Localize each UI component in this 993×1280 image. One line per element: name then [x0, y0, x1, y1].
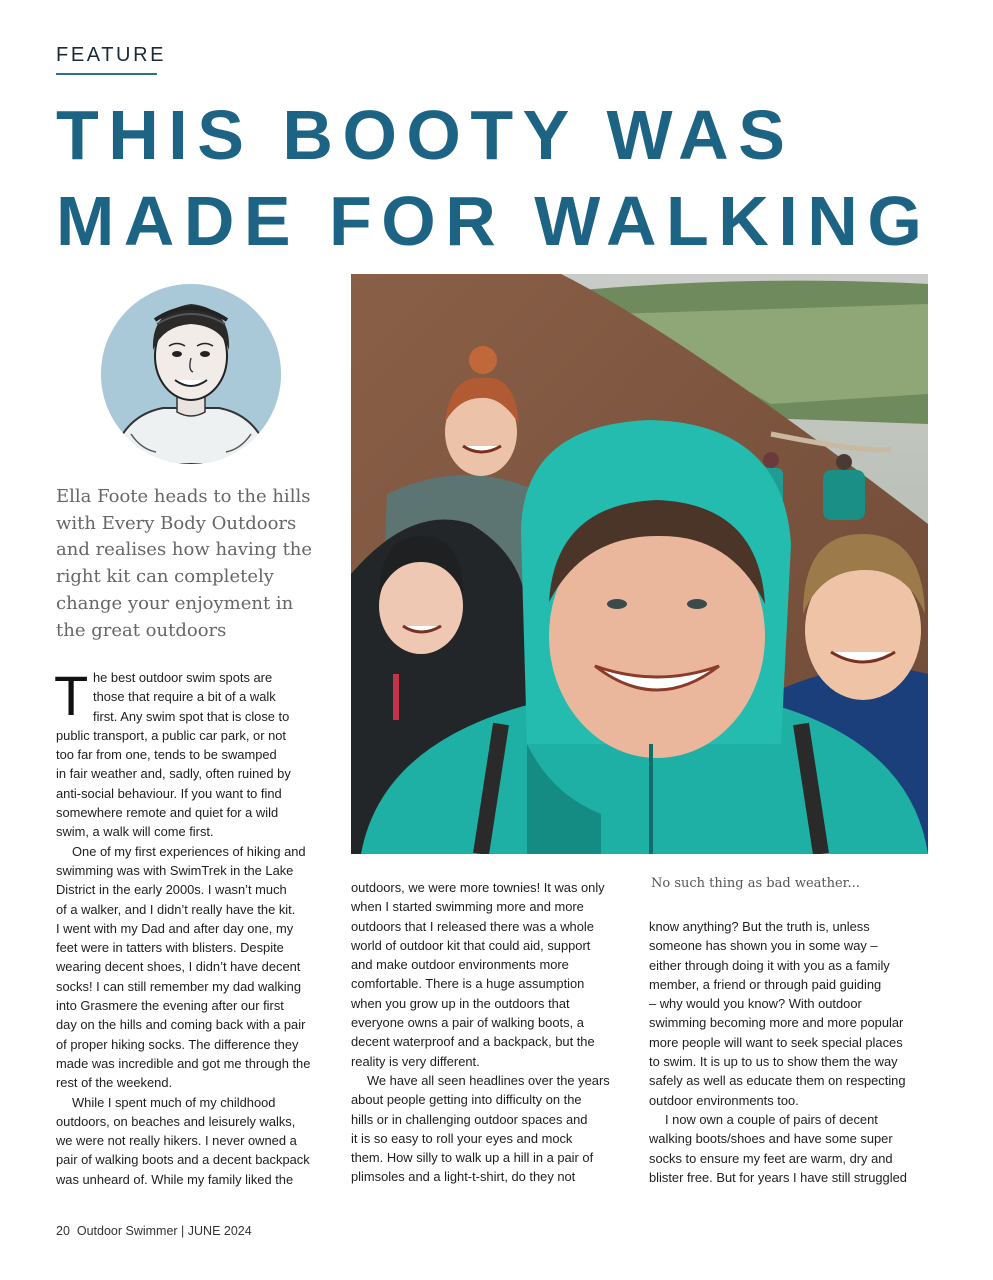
author-portrait-illustration	[101, 284, 281, 464]
section-label-underline	[56, 73, 157, 75]
body-line: of a walker, and I didn’t really have the kit.	[56, 901, 296, 917]
body-line: in fair weather and, sadly, often ruined by	[56, 766, 291, 782]
author-avatar	[101, 284, 281, 464]
section-label: FEATURE	[56, 44, 167, 66]
body-line: safely as well as educate them on respecting	[649, 1073, 906, 1089]
body-line: While I spent much of my childhood	[72, 1094, 276, 1110]
group-selfie-photo	[351, 274, 928, 854]
body-line: know anything? But the truth is, unless	[649, 919, 870, 934]
headline-line-1: THIS BOOTY WAS	[56, 96, 795, 174]
body-line: was unheard of. While my family liked the	[56, 1171, 294, 1187]
body-line: member, a friend or through paid guiding	[649, 976, 882, 992]
body-line: outdoors that I released there was a whole	[351, 918, 594, 934]
body-line: we were not really hikers. I never owned a	[56, 1133, 297, 1149]
body-line: feet were in tatters with blisters. Despite	[56, 940, 284, 956]
body-line: walking boots/shoes and have some super	[649, 1131, 893, 1147]
body-line: pair of walking boots and a decent backpack	[56, 1152, 310, 1168]
standfirst-line: Ella Foote heads to the hills	[56, 486, 311, 507]
body-line: them. How silly to walk up a hill in a pair of	[351, 1150, 594, 1166]
body-line: anti-social behaviour. If you want to find	[56, 785, 282, 801]
drop-cap: T	[54, 664, 89, 727]
standfirst-line: change your enjoyment in	[56, 592, 294, 614]
body-line: when you grow up in the outdoors that	[351, 995, 570, 1011]
body-line: someone has shown you in some way –	[649, 938, 878, 954]
body-line: I now own a couple of pairs of decent	[665, 1111, 878, 1127]
headline-line-2: MADE FOR WALKING	[56, 182, 932, 260]
page-number: 20	[56, 1224, 70, 1238]
body-line: public transport, a public car park, or not	[56, 727, 286, 743]
body-line: somewhere remote and quiet for a wild	[56, 805, 279, 821]
body-line: first. Any swim spot that is close to	[93, 708, 290, 724]
body-line: comfortable. There is a huge assumption	[351, 976, 585, 992]
body-line: and make outdoor environments more	[351, 957, 569, 973]
body-line: plimsoles and a light-t-shirt, do they not	[351, 1169, 576, 1185]
body-line: outdoors, we were more townies! It was only	[351, 880, 605, 895]
body-line: of proper hiking socks. The difference they	[56, 1036, 299, 1052]
body-line: about people getting into difficulty on the	[351, 1092, 582, 1108]
body-line: either through doing it with you as a family	[649, 957, 890, 973]
body-line: socks! I can still remember my dad walking	[56, 978, 302, 994]
body-line: I went with my Dad and after day one, my	[56, 920, 294, 936]
body-line: wearing decent shoes, I didn’t have decent	[56, 959, 301, 975]
body-line: day on the hills and coming back with a pair	[56, 1017, 306, 1033]
body-line: District in the early 2000s. I wasn’t much	[56, 882, 287, 898]
body-line: into Grasmere the evening after our first	[56, 998, 284, 1014]
headline	[56, 92, 931, 264]
body-line: world of outdoor kit that could aid, support	[351, 937, 591, 953]
body-line: outdoors, on beaches and leisurely walks,	[56, 1113, 296, 1129]
body-line: reality is very different.	[351, 1053, 480, 1069]
body-column-2	[351, 878, 610, 1187]
body-line: socks to ensure my feet are warm, dry and	[649, 1150, 893, 1166]
body-line: We have all seen headlines over the years	[367, 1072, 610, 1088]
body-line: more people will want to seek special places	[649, 1034, 903, 1050]
body-line: blister free. But for years I have still struggled	[649, 1169, 907, 1185]
body-line: – why would you know? With outdoor	[649, 996, 862, 1012]
body-line: when I started swimming more and more	[351, 899, 584, 915]
body-line: outdoor environments too.	[649, 1092, 799, 1108]
publication-issue: Outdoor Swimmer | JUNE 2024	[76, 1224, 252, 1238]
body-column-3	[649, 917, 907, 1187]
body-column-1	[54, 664, 311, 1189]
body-line: hills or in challenging outdoor spaces and	[351, 1111, 588, 1127]
body-line: One of my first experiences of hiking and	[72, 843, 306, 859]
body-line: those that require a bit of a walk	[93, 689, 276, 705]
body-line: too far from one, tends to be swamped	[56, 747, 277, 763]
hero-photo	[351, 274, 928, 854]
body-line: to swim. It is up to us to show them the way	[649, 1054, 898, 1070]
standfirst-line: the great outdoors	[56, 619, 227, 641]
body-line: everyone owns a pair of walking boots, a	[351, 1015, 584, 1031]
body-line: swimming becoming more and more popular	[649, 1015, 904, 1031]
body-line: he best outdoor swim spots are	[93, 670, 273, 685]
body-line: made was incredible and got me through the	[56, 1055, 311, 1071]
body-line: swim, a walk will come first.	[56, 824, 214, 840]
standfirst-line: with Every Body Outdoors	[56, 512, 297, 534]
standfirst-line: and realises how having the	[56, 539, 313, 561]
photo-caption: No such thing as bad weather...	[651, 876, 860, 891]
standfirst-line: right kit can completely	[56, 566, 274, 588]
body-line: rest of the weekend.	[56, 1075, 173, 1091]
page-footer	[56, 1224, 252, 1238]
body-line: swimming was with SwimTrek in the Lake	[56, 862, 294, 878]
standfirst	[56, 484, 331, 644]
body-line: decent waterproof and a backpack, but the	[351, 1034, 595, 1050]
body-line: it is so easy to roll your eyes and mock	[351, 1130, 573, 1146]
